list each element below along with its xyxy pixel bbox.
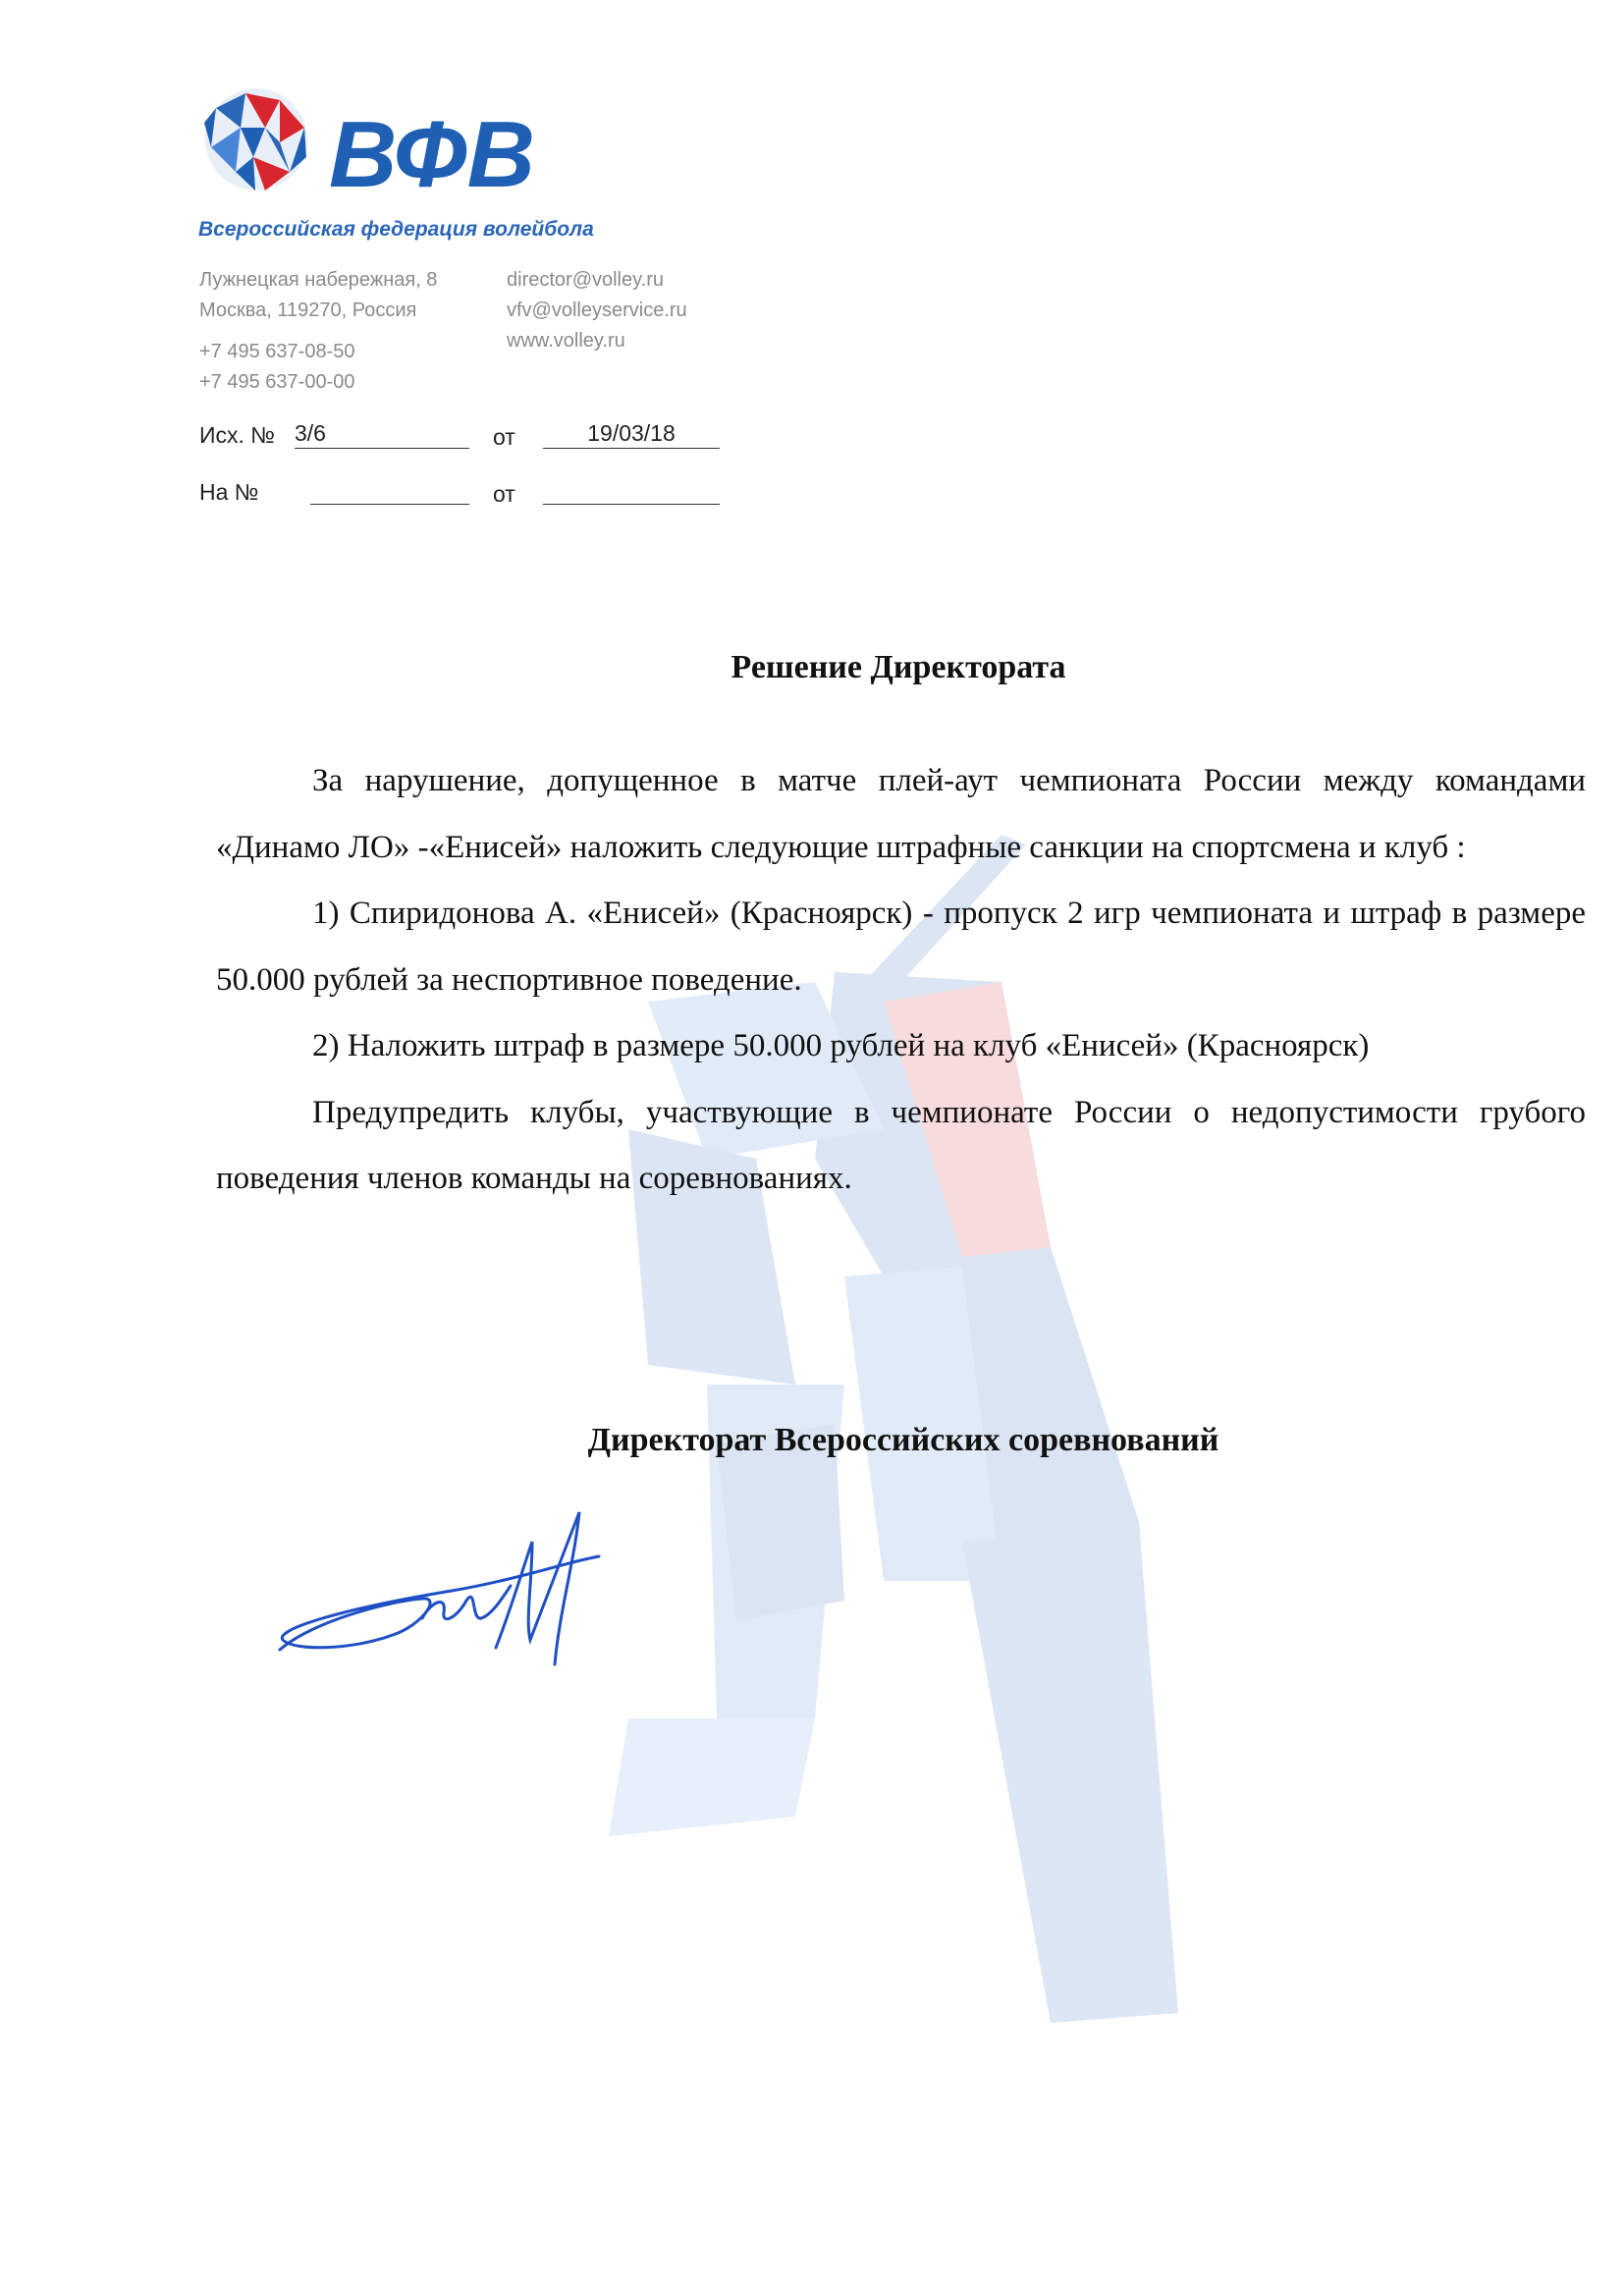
document-title: Решение Директората xyxy=(731,649,1066,685)
email-address: director@volley.ru xyxy=(507,269,664,291)
handwritten-signature xyxy=(275,1502,648,1679)
website-url: www.volley.ru xyxy=(507,330,625,352)
signatory: Директорат Всероссийских соревнований xyxy=(587,1422,1219,1458)
address-line: Москва, 119270, Россия xyxy=(199,299,417,321)
incoming-number-field xyxy=(310,476,469,505)
outgoing-number: 3/6 xyxy=(295,420,326,446)
paragraph: 1) Спиридонова А. «Енисей» (Красноярск) - пропуск 2 игр чемпионата и штраф в размере 50.000 рублей за неспортивное поведение. xyxy=(216,896,1586,998)
phone-number: +7 495 637-00-00 xyxy=(199,371,355,393)
paragraph: За нарушение, допущенное в матче плей-аут чемпионата России между командами «Динамо ЛО» -«Енисей» наложить следующие штрафные санкции на спортсмена и клуб : xyxy=(216,763,1586,865)
outgoing-number-field xyxy=(295,420,469,449)
address-line: Лужнецкая набережная, 8 xyxy=(199,269,438,291)
email-address: vfv@volleyservice.ru xyxy=(507,299,687,321)
document-body xyxy=(216,748,1586,1213)
email-block xyxy=(507,265,687,356)
incoming-date-field xyxy=(543,476,720,505)
paragraph: 2) Наложить штраф в размере 50.000 рублей на клуб «Енисей» (Красноярск) xyxy=(312,1028,1370,1063)
logo-wordmark: ВФВ xyxy=(329,102,535,207)
phone-block xyxy=(199,337,354,398)
outgoing-date-field xyxy=(543,420,720,449)
logo-globe-icon xyxy=(204,88,307,190)
outgoing-label: Исх. № xyxy=(199,422,275,448)
incoming-from-label: от xyxy=(493,481,515,507)
phone-number: +7 495 637-08-50 xyxy=(199,341,355,362)
from-label: от xyxy=(493,424,515,450)
org-name: Всероссийская федерация волейбола xyxy=(198,218,594,241)
paragraph: Предупредить клубы, участвующие в чемпионате России о недопустимости грубого поведения членов команды на соревнованиях. xyxy=(216,1094,1586,1196)
address-block xyxy=(199,265,437,326)
incoming-label: На № xyxy=(199,479,259,505)
outgoing-date: 19/03/18 xyxy=(587,420,676,446)
